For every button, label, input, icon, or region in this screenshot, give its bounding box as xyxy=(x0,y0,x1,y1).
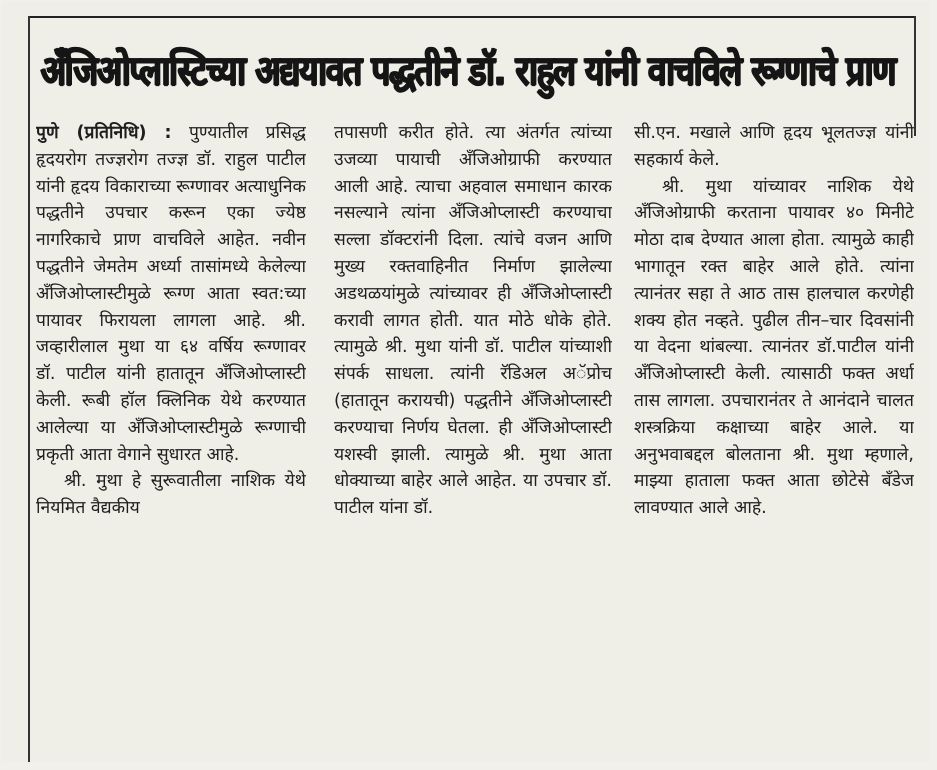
paragraph-text: पुण्यातील प्रसिद्ध हृदयरोग तज्ज्ञरोग तज्ज्ञ डॉ. राहुल पाटील यांनी हृदय विकाराच्या रूग्णावर अत्याधुनिक पद्धतीने उपचार करून एका ज्येष्ठ नागरिकाचे प्राण वाचविले आहेत. नवीन पद्धतीने जेमतेम अर्ध्या तासांमध्ये केलेल्या अँजिओप्लास्टीमुळे रूग्ण आता स्वत:च्या पायावर फिरायला लागला आहे. श्री. जव्हारीलाल मुथा या ६४ वर्षिय रूग्णावर डॉ. पाटील यांनी हातातून अँजिओप्लास्टी केली. रूबी हॉल क्लिनिक येथे करण्यात आलेल्या या अँजिओप्लास्टीमुळे रूग्णाची प्रकृती आता वेगाने सुधारत आहे. xyxy=(36,123,306,465)
newspaper-clipping xyxy=(2,2,930,762)
article-column-1 xyxy=(36,120,306,770)
dateline: पुणे (प्रतिनिधि) : xyxy=(36,123,172,143)
right-rule xyxy=(914,16,916,136)
article-column-2 xyxy=(334,120,612,770)
paragraph xyxy=(36,120,306,468)
paragraph: तपासणी करीत होते. त्या अंतर्गत त्यांच्या उजव्या पायाची अँजिओग्राफी करण्यात आली आहे. त्याचा अहवाल समाधान कारक नसल्याने त्यांना अँजिओप्लास्टी करण्याचा सल्ला डॉक्टरांनी दिला. त्यांचे वजन आणि मुख्य रक्तवाहिनीत निर्माण झालेल्या अडथळयांमुळे त्यांच्यावर ही अँजिओप्लास्टी करावी लागत होती. यात मोठे धोके होते. त्यामुळे श्री. मुथा यांनी डॉ. पाटील यांच्याशी संपर्क साधला. त्यांनी रॅडिअल अॅप्रोच (हातातून करायची) पद्धतीने अँजिओप्लास्टी करण्याचा निर्णय घेतला. ही अँजिओप्लास्टी यशस्वी झाली. त्यामुळे श्री. मुथा आता धोक्याच्या बाहेर आले आहेत. या उपचार डॉ. पाटील यांना डॉ. xyxy=(334,123,612,519)
paragraph: श्री. मुथा यांच्यावर नाशिक येथे अँजिओग्राफी करताना पायावर ४० मिनीटे मोठा दाब देण्यात आला होता. त्यामुळे काही भागातून रक्त बाहेर आले होते. त्यांना त्यानंतर सहा ते आठ तास हालचाल करणेही शक्य होत नव्हते. पुढील तीन–चार दिवसांनी या वेदना थांबल्या. त्यानंतर डॉ.पाटील यांनी अँजिओप्लास्टी केली. त्यासाठी फक्त अर्धा तास लागला. उपचारानंतर ते आनंदाने चालत शस्त्रक्रिया कक्षाच्या बाहेर आले. या अनुभवाबद्दल बोलताना श्री. मुथा म्हणाले, माझ्या हाताला फक्त आता छोटेसे बँडेज लावण्यात आले आहे. xyxy=(634,176,914,519)
paragraph: श्री. मुथा हे सुरूवातीला नाशिक येथे नियमित वैद्यकीय xyxy=(36,471,306,519)
left-rule xyxy=(28,16,30,762)
article-headline: अँजिओप्लास्टिच्या अद्ययावत पद्धतीने डॉ. राहुल यांनी वाचविले रूग्णाचे प्राण xyxy=(40,44,896,94)
paragraph: सी.एन. मखाले आणि हृदय भूलतज्ज्ञ यांनी सहकार्य केले. xyxy=(634,123,914,170)
article-column-3 xyxy=(634,120,914,752)
